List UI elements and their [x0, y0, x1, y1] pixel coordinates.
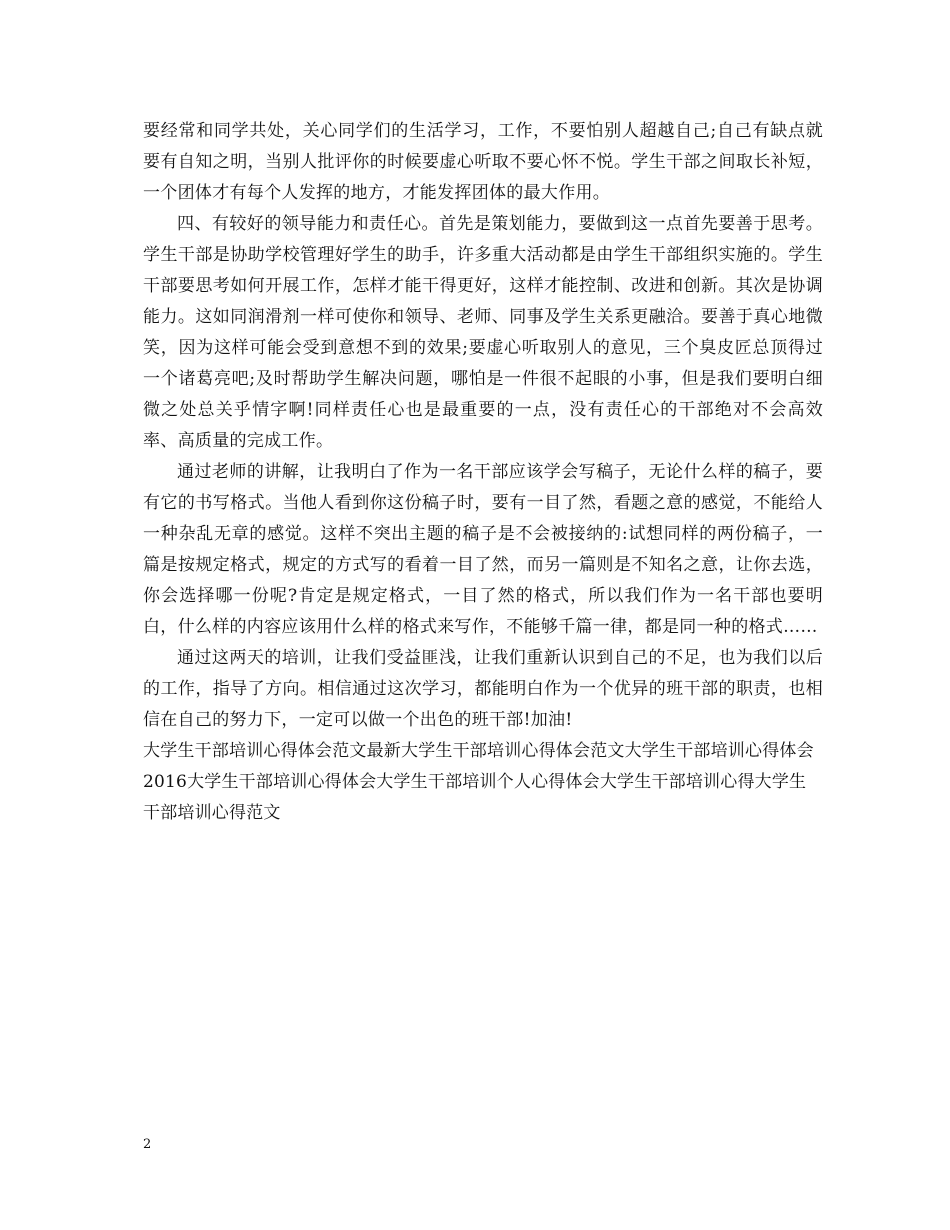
body-paragraph: 四、有较好的领导能力和责任心。首先是策划能力，要做到这一点首先要善于思考。学生干部是协助学校管理好学生的助手，许多重大活动都是由学生干部组织实施的。学生干部要思考如何开展工作，怎样才能干得更好，这样才能控制、改进和创新。其次是协调能力。这如同润滑剂一样可使你和领导、老师、同事及学生关系更融洽。要善于真心地微笑，因为这样可能会受到意想不到的效果;要虚心听取别人的意见，三个臭皮匠总顶得过一个诸葛亮吧;及时帮助学生解决问题，哪怕是一件很不起眼的小事，但是我们要明白细微之处总关乎情字啊!同样责任心也是最重要的一点，没有责任心的干部绝对不会高效率、高质量的完成工作。 — [143, 214, 823, 451]
body-paragraph: 要经常和同学共处，关心同学们的生活学习，工作，不要怕别人超越自己;自己有缺点就要有自知之明，当别人批评你的时候要虚心听取不要心怀不悦。学生干部之间取长补短，一个团体才有每个人发挥的地方，才能发挥团体的最大作用。 — [143, 121, 823, 203]
document-body — [143, 116, 823, 829]
body-paragraph: 通过这两天的培训，让我们受益匪浅，让我们重新认识到自己的不足，也为我们以后的工作，指导了方向。相信通过这次学习，都能明白作为一个优异的班干部的职责，也相信在自己的努力下，一定可以做一个出色的班干部!加油! — [143, 648, 823, 730]
related-keywords: 大学生干部培训心得体会范文最新大学生干部培训心得体会范文大学生干部培训心得体会2016大学生干部培训心得体会大学生干部培训个人心得体会大学生干部培训心得大学生干部培训心得范文 — [143, 741, 814, 823]
page-number: 2 — [143, 1137, 152, 1152]
body-paragraph: 通过老师的讲解，让我明白了作为一名干部应该学会写稿子，无论什么样的稿子，要有它的书写格式。当他人看到你这份稿子时，要有一目了然，看题之意的感觉，不能给人一种杂乱无章的感觉。这样不突出主题的稿子是不会被接纳的:试想同样的两份稿子，一篇是按规定格式，规定的方式写的看着一目了然，而另一篇则是不知名之意，让你去选，你会选择哪一份呢?肯定是规定格式，一目了然的格式，所以我们作为一名干部也要明白，什么样的内容应该用什么样的格式来写作，不能够千篇一律，都是同一种的格式…… — [143, 462, 823, 637]
